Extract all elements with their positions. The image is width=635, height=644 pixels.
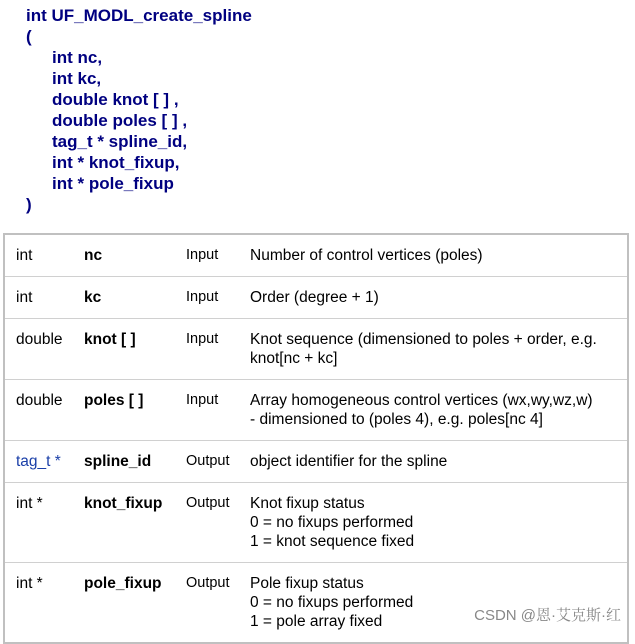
param-description <box>250 380 628 441</box>
table-row <box>4 319 628 380</box>
description-line: Knot fixup status <box>250 495 365 512</box>
param-name: spline_id <box>84 441 186 483</box>
param-description <box>250 563 628 644</box>
param-name: nc <box>84 234 186 277</box>
param-type: int <box>4 277 84 319</box>
description-line: 0 = no fixups performed <box>250 594 414 611</box>
param-type: int * <box>16 575 43 592</box>
param-type: double <box>4 319 84 380</box>
param-type: double <box>4 380 84 441</box>
param-mode: Output <box>186 575 230 591</box>
param-type-link[interactable] <box>4 441 84 483</box>
signature-header: int UF_MODL_create_spline <box>26 6 252 25</box>
description-line: Array homogeneous control vertices (wx,wy,wz,w) <box>250 392 593 409</box>
param-type: int <box>4 234 84 277</box>
description-line: Pole fixup status <box>250 575 364 592</box>
param-mode: Input <box>186 380 250 441</box>
watermark: CSDN @恩·艾克斯·红 <box>474 607 621 624</box>
description-line: object identifier for the spline <box>250 453 448 470</box>
description-line: Knot sequence (dimensioned to poles + order, e.g. <box>250 331 597 348</box>
description-line: 1 = knot sequence fixed <box>250 533 415 550</box>
signature-param: double poles [ ] , <box>52 111 188 130</box>
description-line: 1 = pole array fixed <box>250 613 383 630</box>
table-row <box>4 380 628 441</box>
signature-open-paren: ( <box>26 27 32 46</box>
tag-t-type-link[interactable]: tag_t * <box>16 453 61 470</box>
table-row <box>4 483 628 563</box>
param-name: kc <box>84 277 186 319</box>
param-name: pole_fixup <box>84 575 162 592</box>
table-row <box>4 563 628 644</box>
param-description <box>250 277 628 319</box>
param-type: int * <box>4 483 84 563</box>
table-row <box>4 234 628 277</box>
function-signature <box>26 5 252 215</box>
param-name: knot [ ] <box>84 319 186 380</box>
description-line: 0 = no fixups performed <box>250 514 414 531</box>
description-line: Order (degree + 1) <box>250 289 379 306</box>
signature-param: int * pole_fixup <box>52 174 174 193</box>
description-line: Number of control vertices (poles) <box>250 247 483 264</box>
table-row <box>4 277 628 319</box>
signature-param: int * knot_fixup, <box>52 153 180 172</box>
param-description <box>250 441 628 483</box>
parameter-table <box>3 233 629 644</box>
param-description <box>250 483 628 563</box>
param-description <box>250 319 628 380</box>
param-mode: Input <box>186 277 250 319</box>
param-mode: Output <box>186 483 250 563</box>
param-mode: Input <box>186 234 250 277</box>
param-description <box>250 234 628 277</box>
signature-param: int nc, <box>52 48 103 67</box>
param-name: knot_fixup <box>84 483 186 563</box>
description-line: knot[nc + kc] <box>250 350 338 367</box>
signature-param: tag_t * spline_id, <box>52 132 188 151</box>
param-mode: Output <box>186 441 250 483</box>
param-name: poles [ ] <box>84 380 186 441</box>
signature-close-paren: ) <box>26 195 32 214</box>
table-row <box>4 441 628 483</box>
description-line: - dimensioned to (poles 4), e.g. poles[nc 4] <box>250 411 543 428</box>
signature-param: int kc, <box>52 69 102 88</box>
param-mode: Input <box>186 319 250 380</box>
signature-param: double knot [ ] , <box>52 90 179 109</box>
